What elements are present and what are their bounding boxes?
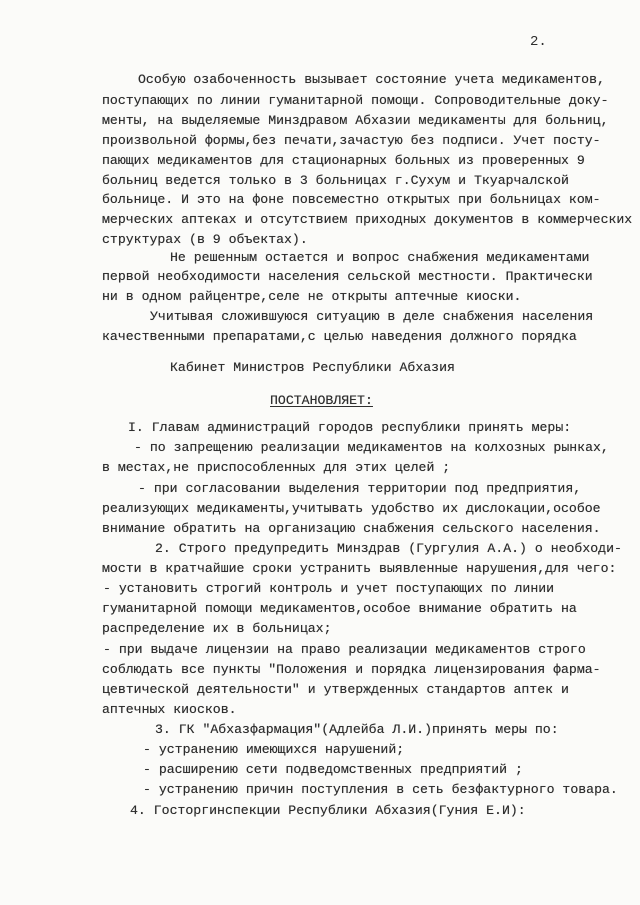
page-number: 2. xyxy=(530,34,547,50)
text-line: - установить строгий контроль и учет поступающих по линии xyxy=(103,581,555,596)
text-line: пающих медикаментов для стационарных больных из проверенных 9 xyxy=(102,153,585,168)
text-line: гуманитарной помощи медикаментов,особое внимание обратить на xyxy=(102,601,577,616)
issuer-line: Кабинет Министров Республики Абхазия xyxy=(170,360,455,375)
text-line: 3. ГК "Абхазфармация"(Адлейба Л.И.)принять меры по: xyxy=(155,722,559,737)
text-line: больнице. И это на фоне повсеместно открытых при больницах ком- xyxy=(102,192,601,207)
text-line: произвольной формы,без печати,зачастую без подписи. Учет посту- xyxy=(102,133,601,148)
text-line: - устранению имеющихся нарушений; xyxy=(143,742,405,757)
text-line: мости в кратчайшие сроки устранить выявленные нарушения,для чего: xyxy=(102,561,617,576)
text-line: I. Главам администраций городов республики принять меры: xyxy=(128,420,572,435)
text-line: реализующих медикаменты,учитывать удобство их дислокации,особое xyxy=(102,501,601,516)
text-line: - при согласовании выделения территории под предприятия, xyxy=(138,481,582,496)
text-line: структурах (в 9 объектах). xyxy=(102,232,308,247)
text-line: Учитывая сложившуюся ситуацию в деле снабжения населения xyxy=(150,309,594,324)
text-line: в местах,не приспособленных для этих целей ; xyxy=(102,460,451,475)
text-line: 4. Госторгинспекции Республики Абхазия(Гуния Е.И): xyxy=(130,803,526,818)
text-line: мерческих аптеках и отсутствием приходных документов в коммерческих xyxy=(102,212,633,227)
resolves-heading: ПОСТАНОВЛЯЕТ: xyxy=(270,393,373,408)
text-line: качественными препаратами,с целью наведения должного порядка xyxy=(102,329,577,344)
text-line: 2. Строго предупредить Минздрав (Гургулия А.А.) о необходи- xyxy=(155,541,622,556)
text-line: - при выдаче лицензии на право реализации медикаментов строго xyxy=(103,642,586,657)
text-line: цевтической деятельности" и утвержденных стандартов аптек и xyxy=(102,682,569,697)
text-line: - по запрещению реализации медикаментов на колхозных рынках, xyxy=(134,440,609,455)
text-line: поступающих по линии гуманитарной помощи. Сопроводительные доку- xyxy=(102,93,609,108)
text-line: - расширению сети подведомственных предприятий ; xyxy=(143,762,523,777)
text-line: распределение их в больницах; xyxy=(102,621,332,636)
text-line: Особую озабоченность вызывает состояние учета медикаментов, xyxy=(138,72,605,87)
text-line: менты, на выделяемые Минздравом Абхазии медикаменты для больниц, xyxy=(102,113,609,128)
text-line: ни в одном райцентре,селе не открыты аптечные киоски. xyxy=(102,289,522,304)
text-line: первой необходимости населения сельской местности. Практически xyxy=(102,269,593,284)
text-line: Не решенным остается и вопрос снабжения медикаментами xyxy=(170,250,590,265)
text-line: аптечных киосков. xyxy=(102,702,237,717)
text-line: внимание обратить на организацию снабжения сельского населения. xyxy=(102,521,601,536)
text-line: - устранению причин поступления в сеть безфактурного товара. xyxy=(143,782,618,797)
text-line: больниц ведется только в 3 больницах г.Сухум и Ткуарчалской xyxy=(102,173,569,188)
text-line: соблюдать все пункты "Положения и порядка лицензирования фарма- xyxy=(102,662,601,677)
